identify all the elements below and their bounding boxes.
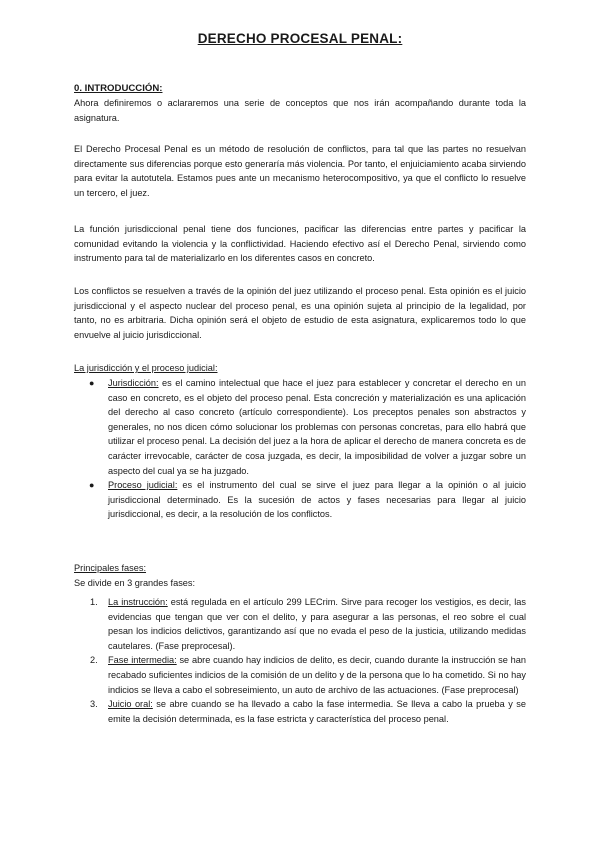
list-number: 2.	[90, 655, 98, 666]
section-heading-introduccion: 0. INTRODUCCIÓN:	[74, 83, 163, 94]
list-item	[88, 653, 526, 697]
fase-text: se abre cuando se ha llevado a cabo la fase intermedia. Se lleva a cabo la prueba y se emite la decisión determinada, es la fase estricta y característica del proceso penal.	[108, 699, 526, 724]
definition-text: es el camino intelectual que hace el juez para establecer y concretar el derecho en un caso en concreto, es el objeto del proceso penal. Esta concreción y materialización es una aplicación del derecho al caso concreto (artículo correspondiente). Los preceptos penales son abstractos y generales, no nos dicen cómo solucionar los problemas con personas concretas, para ello habrá que utilizar el proceso penal. La decisión del juez a la hora de aplicar el derecho de manera concreta es de carácter irrevocable, carácter de cosa juzgada, es decir, la imposibilidad de volver a juzgar sobre un aspecto del cual ya se ha juzgado.	[108, 378, 526, 476]
bullet-icon: ●	[89, 480, 95, 491]
fase-text: se abre cuando hay indicios de delito, es decir, cuando durante la instrucción se han recabado suficientes indicios de la comisión de un delito y de la persona que lo ha cometido. Si no hay indicios se lleva a cabo el sobreseimiento, un auto de archivo de las actuaciones. (Fase preprocesal)	[108, 655, 526, 695]
bullet-icon: ●	[89, 378, 95, 388]
term-instruccion: La instrucción:	[108, 597, 168, 607]
page-title: DERECHO PROCESAL PENAL:	[197, 31, 403, 46]
list-item	[88, 595, 526, 653]
fases-numbered-list	[88, 595, 526, 726]
list-item	[88, 478, 526, 522]
term-jurisdiccion: Jurisdicción:	[108, 378, 159, 388]
fase-text: está regulada en el artículo 299 LECrim. Sirve para recoger los vestigios, es decir, las evidencias que tengan que ver con el delito, y para asegurar a las personas, el reo sobre el cual pesan los indicios delictivos, garantizando así que no evada el peso de la justicia, utilizando medidas cautelares. (Fase preprocesal).	[108, 597, 526, 651]
section-heading-fases: Principales fases:	[74, 563, 147, 573]
term-proceso-judicial: Proceso judicial:	[108, 480, 178, 491]
section-heading-jurisdiccion: La jurisdicción y el proceso judicial:	[74, 363, 218, 373]
term-fase-intermedia: Fase intermedia:	[108, 655, 177, 666]
jurisdiccion-bullet-list	[88, 376, 526, 522]
paragraph-conflictos: Los conflictos se resuelven a través de la opinión del juez utilizando el proceso penal. Esta opinión es el juicio jurisdiccional y el aspecto nuclear del proceso penal, es una opinión sujeta al principio de la legalidad, por tanto, no es arbitraria. Dicha opinión será el objeto de estudio de esta asignatura, explicaremos todo lo que envuelve al juicio jurisdiccional.	[74, 286, 526, 340]
term-juicio-oral: Juicio oral:	[108, 699, 153, 710]
fases-intro-text: Se divide en 3 grandes fases:	[74, 578, 196, 588]
list-number: 1.	[90, 597, 98, 607]
paragraph-funcion-jurisdiccional: La función jurisdiccional penal tiene dos funciones, pacificar las diferencias entre partes y pacificar la comunidad evitando la violencia y la conflictividad. Haciendo efectivo así el Derecho Penal, sirviendo como instrumento para tal de materializarlo en los diferentes casos en concreto.	[74, 224, 526, 264]
list-number: 3.	[90, 699, 98, 710]
paragraph-intro: Ahora definiremos o aclararemos una serie de conceptos que nos irán acompañando durante toda la asignatura.	[74, 98, 526, 123]
paragraph-derecho-procesal: El Derecho Procesal Penal es un método de resolución de conflictos, para tal que las partes no resuelvan directamente sus diferencias porque esto generaría más violencia. Por tanto, el enjuiciamiento acaba sirviendo para evitar la autotutela. Estamos pues ante un mecanismo heterocompositivo, ya que el conflicto lo resuelve un tercero, el juez.	[74, 144, 526, 198]
definition-text: es el instrumento del cual se sirve el juez para llegar a la opinión o al juicio jurisdiccional determinado. Es la sucesión de actos y fases necesarias para llegar al juicio jurisdiccional, es decir, a la resolución de los conflictos.	[108, 480, 526, 520]
list-item	[88, 376, 526, 478]
list-item	[88, 697, 526, 726]
